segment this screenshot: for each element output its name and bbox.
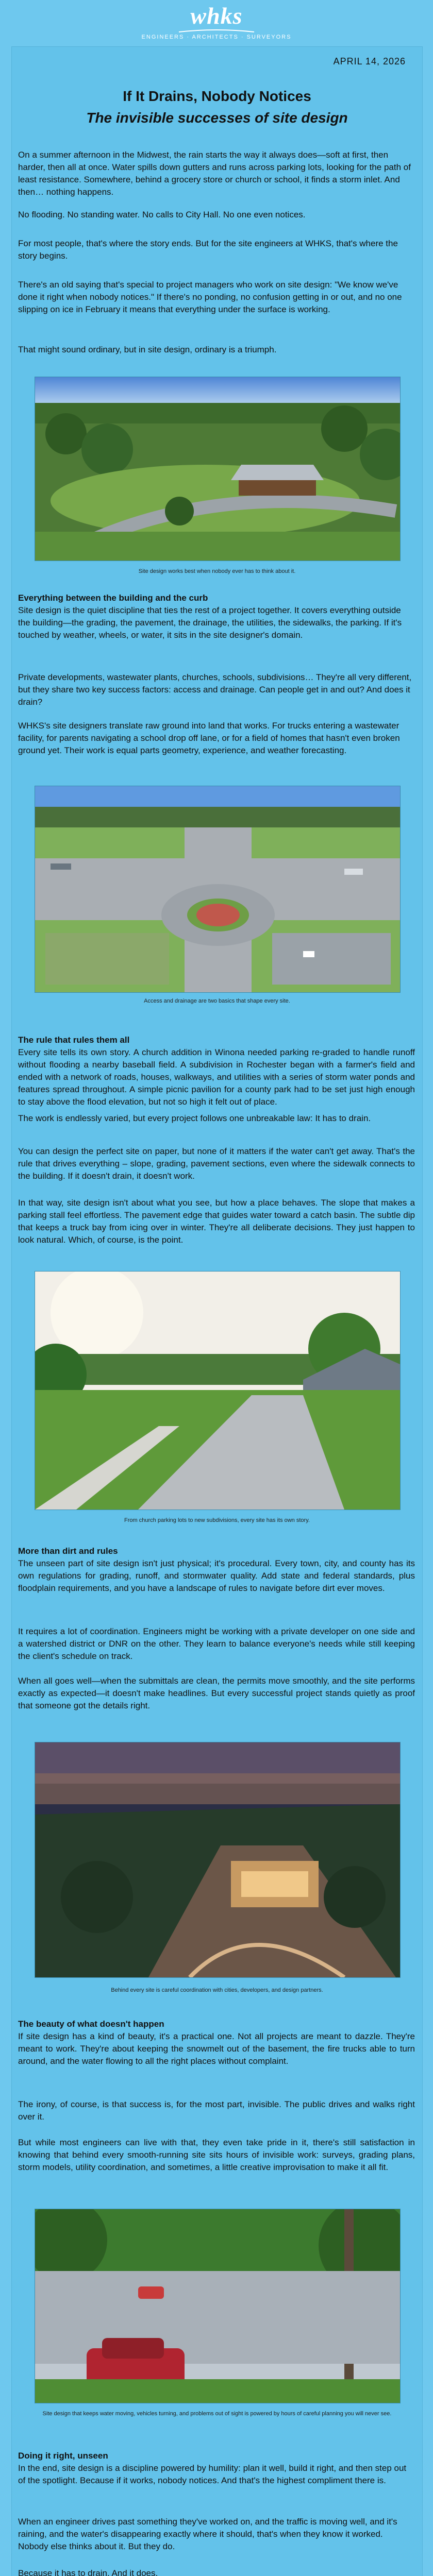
section-paragraph: More than dirt and rules The unseen part of site design isn't just physical; it's procedural. Every town, city, and county has its own regulations for grading, runoff, and stormwater quality. Add state and federal standards, plus floodplain requirements, and you have a landscape of rules to navigate before dirt ever moves. [18,1546,415,1593]
brand-tagline: ENGINEERS · ARCHITECTS · SURVEYORS [141,34,292,40]
photo-caption: Site design that keeps water moving, vehicles turning, and problems out of sight is powered by hours of careful planning you will never see. [42,2411,392,2417]
photo-roundabout [35,786,401,993]
article-subtitle: The invisible successes of site design [86,110,348,126]
email-header [0,0,433,46]
section-heading: The rule that rules them all [18,1035,130,1045]
photo-parking-lot [35,2209,401,2403]
photo-night-aerial [35,1742,401,1978]
intro-paragraph: There's an old saying that's special to project managers who work on site design: "We know we've done it right when nobody notices." If there's no ponding, no confusion getting in or out, and no one slipping on ice in February it means that everything under the surface is working. [18,280,402,314]
section-paragraph: When all goes well—when the submittals are clean, the permits move smoothly, and the site performs exactly as expected—it doesn't make headlines. But every successful project stands quietly as proof that someone got the details right. [18,1676,415,1710]
photo-subdivision-street [35,1271,401,1510]
section-paragraph: In that way, site design isn't about what you see, but how a place behaves. The slope that makes a parking stall feel effortless. The pavement edge that guides water toward a catch basin. The subtle dip that keeps a truck bay from icing over in winter. They're all deliberate decisions. They just happen to look natural. Which, of course, is the point. [18,1198,415,1245]
intro-paragraph: That might sound ordinary, but in site design, ordinary is a triumph. [18,345,277,354]
section-paragraph: It requires a lot of coordination. Engineers might be working with a private developer on one side and a watershed district or DNR on the other. They learn to balance everyone's needs while still keeping the client's schedule on track. [18,1626,415,1661]
section-heading: More than dirt and rules [18,1546,118,1556]
photo-caption: Behind every site is careful coordination with cities, developers, and design partners. [111,1987,323,1993]
intro-paragraph: On a summer afternoon in the Midwest, the rain starts the way it always does—soft at first, then harder, then all at once. Water spills down gutters and runs across parking lots, looking for the path of least resistance. Somewhere, behind a grocery store or church or school, it finds a storm inlet. And then… nothing happens. [18,150,411,197]
intro-paragraph: No flooding. No standing water. No calls to City Hall. No one even notices. [18,210,306,219]
section-heading: Everything between the building and the curb [18,593,208,603]
section-paragraph: Doing it right, unseen In the end, site design is a discipline powered by humility: plan it well, build it right, and then step out of the spotlight. Because if it works, nobody notices. And that's the highest compliment there is. [18,2450,415,2487]
section-paragraph: Because it has to drain. And it does. [18,2568,158,2576]
article-card [11,46,423,2576]
photo-aerial-pavilion [35,377,401,561]
photo-caption: Access and drainage are two basics that shape every site. [144,998,290,1004]
section-paragraph: WHKS's site designers translate raw ground into land that works. For trucks entering a wastewater facility, for parents navigating a school drop off lane, or for a field of homes that hasn't even broken ground yet. Their work is equal parts geometry, experience, and weather forecasting. [18,721,400,755]
logo-swoosh-icon [178,29,255,33]
section-paragraph: But while most engineers can live with that, they even take pride in it, there's still satisfaction in knowing that behind every smooth-running site sits hours of invisible work: surveys, grading plans, storm models, utility coordination, and sometimes, a little creative improvisation to make it all fit. [18,2138,415,2172]
section-heading: The beauty of what doesn't happen [18,2019,164,2029]
photo-caption: Site design works best when nobody ever has to think about it. [138,568,296,574]
section-paragraph: The rule that rules them all Every site tells its own story. A church addition in Winona needed parking re-graded to handle runoff without flooding a nearby baseball field. A subdivision in Rochester began with a farmer's field and ended with a network of roads, houses, walkways, and utilities with a series of storm water ponds and features spread throughout. A simple picnic pavilion for a county park had to be set just high enough to stay above the flood elevation, but not so high it felt out of place. [18,1035,415,1107]
article-title: If It Drains, Nobody Notices [123,88,311,104]
section-heading: Doing it right, unseen [18,2451,108,2461]
intro-paragraph: For most people, that's where the story ends. But for the site engineers at WHKS, that's where the story begins. [18,239,398,261]
photo-caption: From church parking lots to new subdivisions, every site has its own story. [124,1517,310,1523]
section-paragraph: The beauty of what doesn't happen If site design has a kind of beauty, it's a practical one. Not all projects are meant to dazzle. They're meant to work. They're about keeping the snowmelt out of the basement, the fire trucks able to turn around, and the water flowing to all the right places without complaint. [18,2019,415,2066]
article-date: APRIL 14, 2026 [333,56,406,66]
section-paragraph: You can design the perfect site on paper, but none of it matters if the water can't get away. That's the rule that drives everything – slope, grading, pavement sections, even where the sidewalk connects to the building. If it doesn't drain, it doesn't work. [18,1146,415,1181]
section-paragraph: Everything between the building and the curb Site design is the quiet discipline that ties the rest of a project together. It covers everything outside the building—the grading, the pavement, the drainage, the utilities, the sidewalks, the parking. If it's touched by weather, wheels, or water, it sits in the site designer's domain. [18,592,415,641]
section-paragraph: When an engineer drives past something they've worked on, and the traffic is moving well, and it's raining, and the water's disappearing exactly where it should, that's when they know it worked. Nobody else thinks about it. But they do. [18,2517,397,2551]
brand-logo[interactable] [0,3,433,40]
section-paragraph: The irony, of course, is that success is, for the most part, invisible. The public drives and walks right over it. [18,2099,415,2122]
section-paragraph: The work is endlessly varied, but every project follows one unbreakable law: It has to drain. [18,1113,371,1123]
section-paragraph: Private developments, wastewater plants, churches, schools, subdivisions… They're all very different, but they share two key success factors: access and drainage. Can people get in and out? And does it drain? [18,672,412,707]
brand-wordmark: whks [190,3,243,29]
